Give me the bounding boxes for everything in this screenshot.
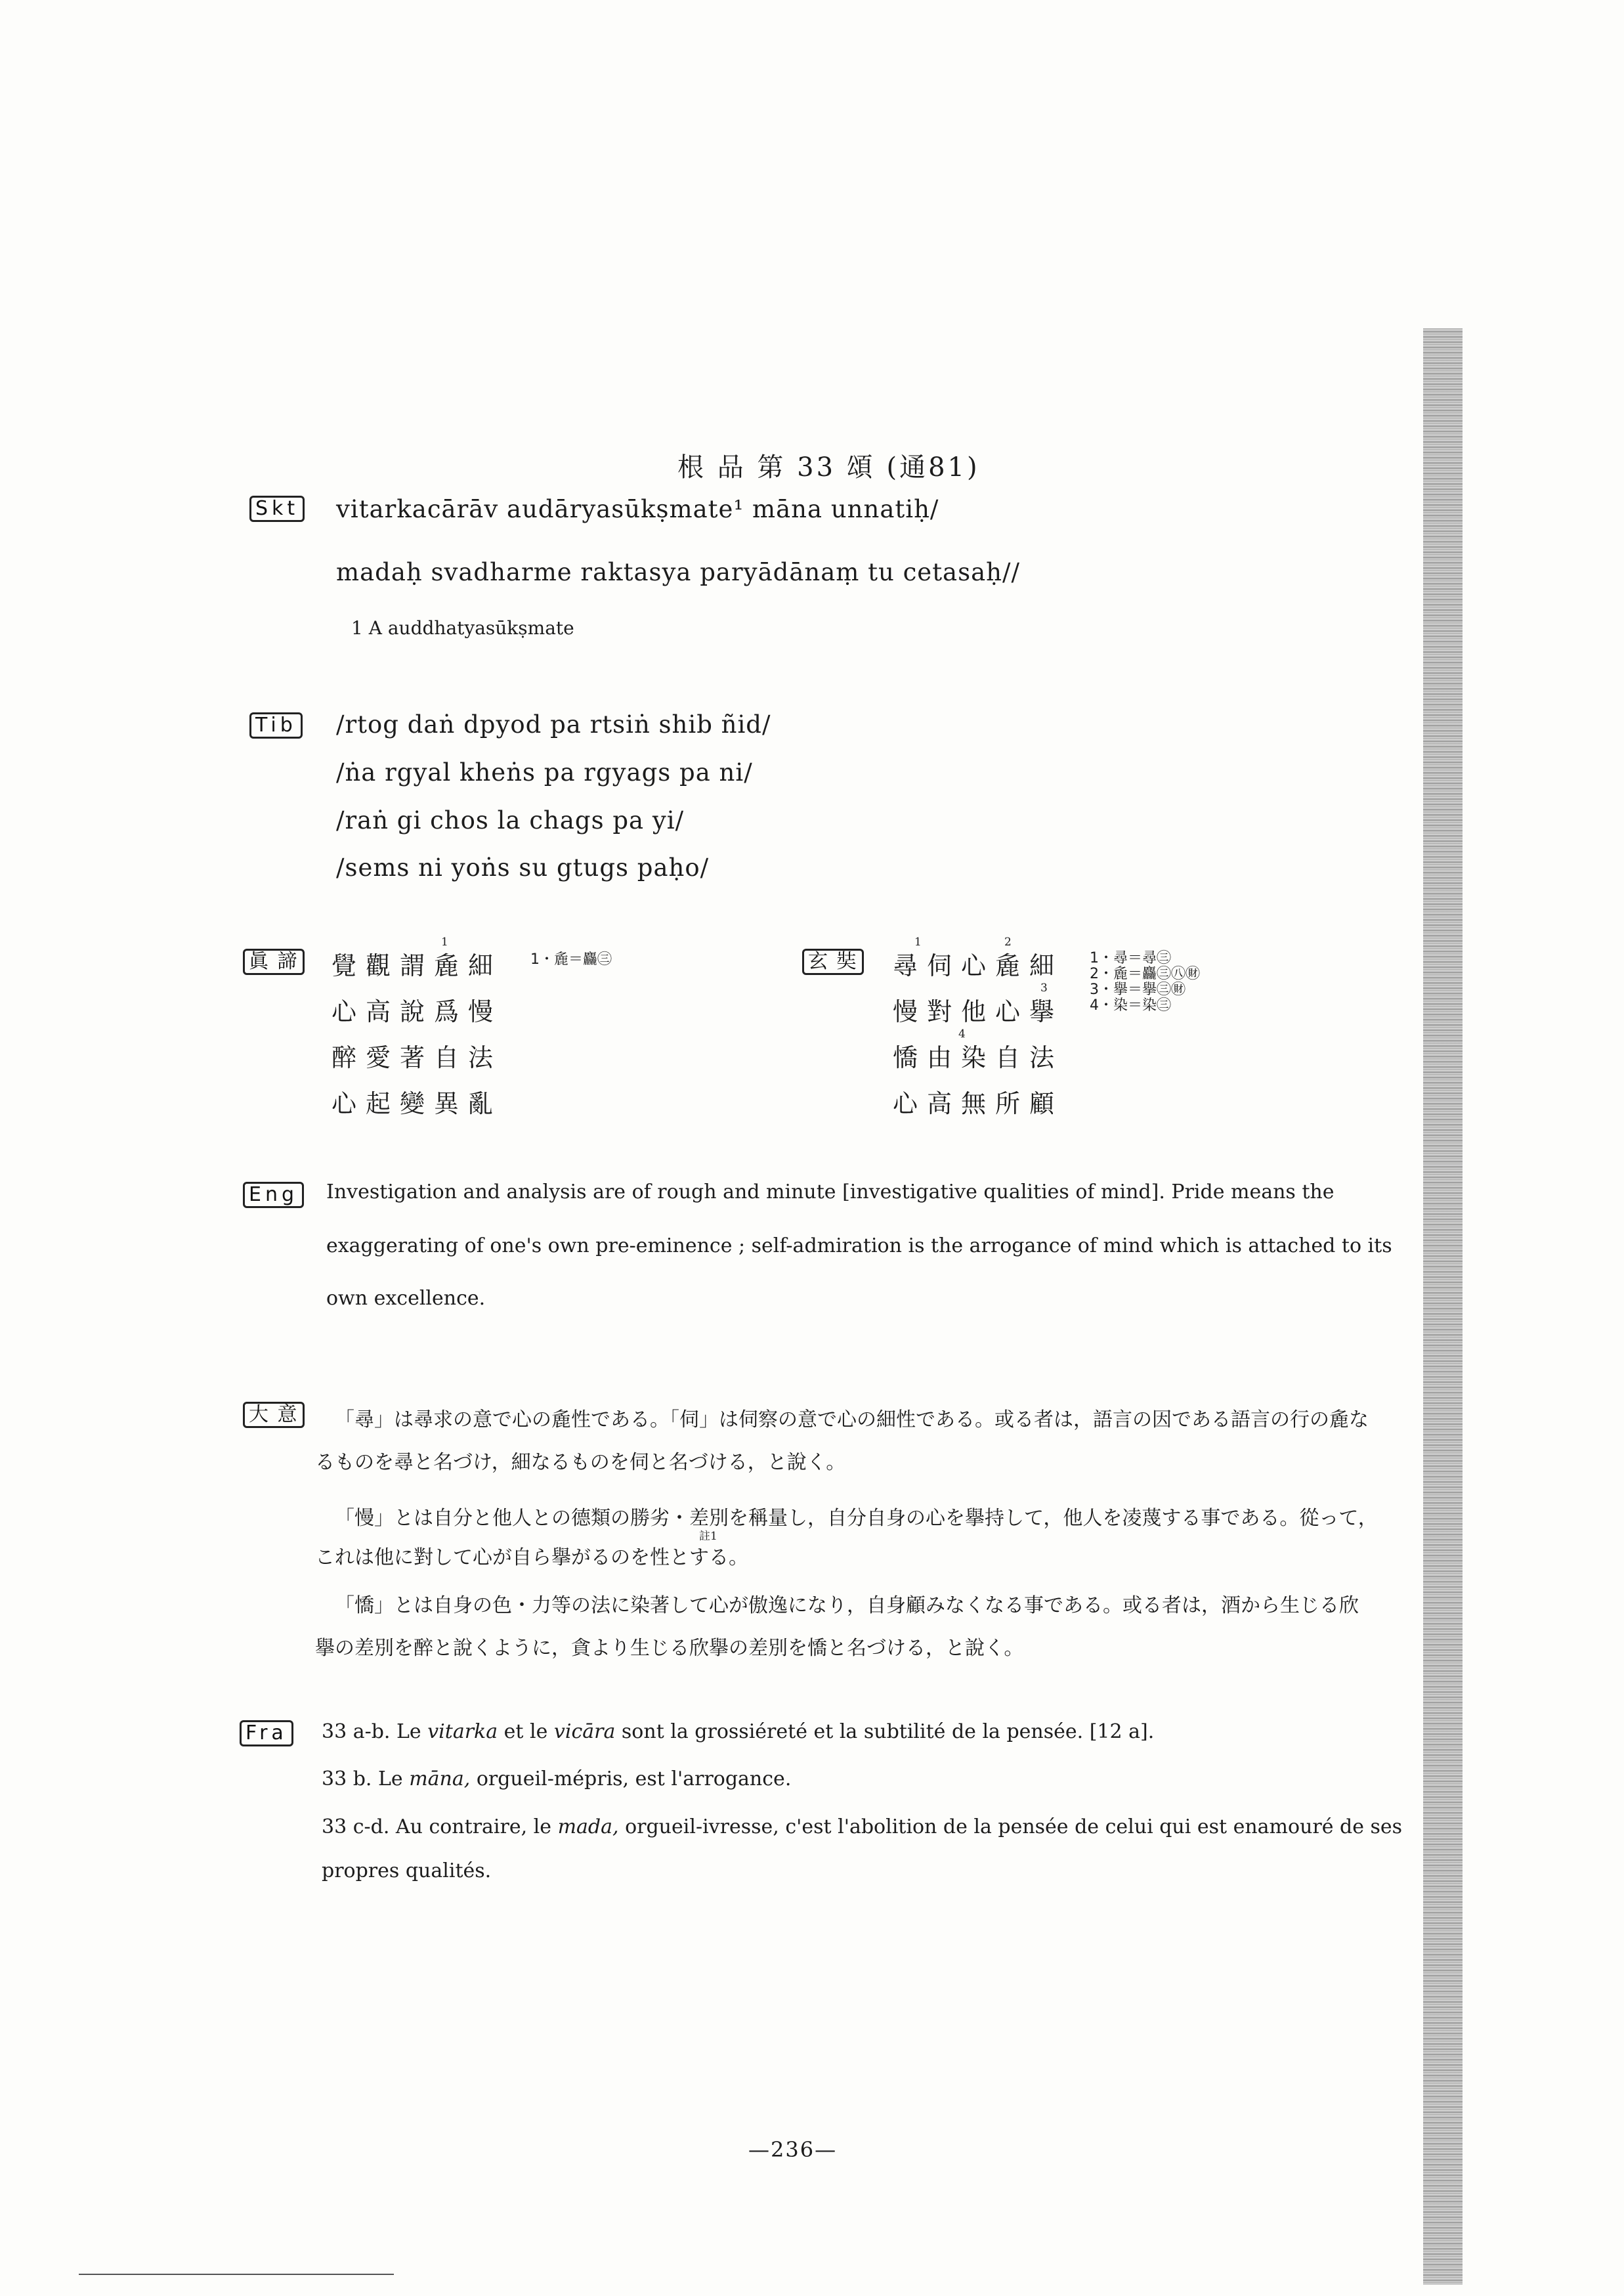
shintai-line-4: 心起變異亂 (331, 1089, 503, 1118)
tib-line-2: /ṅa rgyal kheṅs pa rgyags pa ni/ (336, 758, 753, 787)
xuanzang-note-1: 1・尋＝尋㊂ (1090, 950, 1171, 966)
fra-label: Fra (240, 1720, 293, 1746)
page-number: —236— (748, 2137, 838, 2162)
eng-line-3: own excellence. (326, 1287, 486, 1310)
taii-annotation: 註1 (699, 1530, 717, 1543)
shintai-line-3: 醉愛著自法 (331, 1043, 503, 1072)
fra-line-3: 33 c-d. Au contraire, le mada, orgueil-ivresse, c'est l'abolition de la pensée de celui qui est enamouré de ses (322, 1815, 1403, 1838)
tib-line-4: /sems ni yoṅs su gtugs paḥo/ (336, 854, 710, 882)
xuanzang-line-2: 慢對他心擧 (893, 997, 1064, 1026)
eng-line-1: Investigation and analysis are of rough and minute [investigative qualities of mind]. Pride means the (326, 1180, 1335, 1203)
taii-line-4: これは他に對して心が自ら擧がるのを性とする。 (315, 1546, 748, 1569)
shintai-line-1: 覺觀謂麁細 (331, 951, 503, 980)
shintai-label: 眞 諦 (243, 949, 305, 975)
xuanzang-line-1: 尋伺心麁細 (893, 951, 1064, 980)
tib-line-3: /raṅ gi chos la chags pa yi/ (336, 806, 685, 834)
shintai-line-2: 心高說爲慢 (331, 997, 503, 1026)
eng-label: Eng (243, 1182, 304, 1208)
shintai-sup-1: 1 (441, 936, 448, 949)
xuanzang-sup-4: 4 (958, 1028, 966, 1041)
eng-line-2: exaggerating of one's own pre-eminence ; self-admiration is the arrogance of mind which is attached to its (326, 1234, 1392, 1257)
xuanzang-sup-2: 2 (1004, 936, 1012, 949)
bottom-rule (79, 2274, 394, 2275)
skt-label: Skt (249, 496, 305, 522)
xuanzang-line-4: 心高無所顧 (893, 1089, 1064, 1118)
skt-line-1: vitarkacārāv audāryasūkṣmate¹ māna unnatiḥ/ (336, 495, 939, 523)
taii-line-5: 「憍」とは自身の色・力等の法に染著して心が傲逸になり，自身顧みなくなる事である。或る者は，酒から生じる欣 (335, 1594, 1359, 1617)
taii-line-3: 「慢」とは自分と他人との德類の勝劣・差別を稱量し，自分自身の心を擧持して，他人を凌蔑する事である。從って， (335, 1507, 1378, 1530)
xuanzang-line-3: 憍由染自法 (893, 1043, 1064, 1072)
fra-line-4: propres qualités. (322, 1859, 492, 1882)
taii-label: 大 意 (243, 1402, 305, 1428)
xuanzang-label: 玄 奘 (802, 949, 864, 975)
taii-line-1: 「尋」は尋求の意で心の麁性である。「伺」は伺察の意で心の細性である。或る者は，語言の因である語言の行の麁な (335, 1408, 1369, 1431)
tib-label: Tib (249, 712, 303, 739)
skt-line-2: madaḥ svadharme raktasya paryādānaṃ tu cetasaḥ// (336, 558, 1020, 586)
xuanzang-note-3: 3・擧＝擧㊂㊖ (1090, 982, 1186, 998)
fra-line-1: 33 a-b. Le vitarka et le vicāra sont la grossiéreté et la subtilité de la pensée. [12 a]. (322, 1720, 1155, 1743)
xuanzang-note-2: 2・麁＝麤㊂㊇㊖ (1090, 966, 1200, 982)
xuanzang-note-4: 4・染＝染㊂ (1090, 997, 1171, 1014)
shintai-note: 1・麁＝麤㊂ (530, 951, 612, 968)
xuanzang-sup-1: 1 (914, 936, 922, 949)
skt-footnote: 1 A auddhatyasūkṣmate (351, 617, 574, 639)
scanned-page-edge (1423, 328, 1463, 2285)
tib-line-1: /rtog daṅ dpyod pa rtsiṅ shib ñid/ (336, 710, 771, 739)
taii-line-2: るものを尋と名づけ，細なるものを伺と名づける，と說く。 (315, 1451, 846, 1474)
taii-line-6: 擧の差別を醉と說くように，貪より生じる欣擧の差別を憍と名づける，と說く。 (315, 1637, 1024, 1660)
fra-line-2: 33 b. Le māna, orgueil-mépris, est l'arrogance. (322, 1767, 792, 1790)
page-heading: 根 品 第 33 頌 (通81) (677, 452, 980, 483)
xuanzang-sup-3: 3 (1040, 982, 1048, 995)
